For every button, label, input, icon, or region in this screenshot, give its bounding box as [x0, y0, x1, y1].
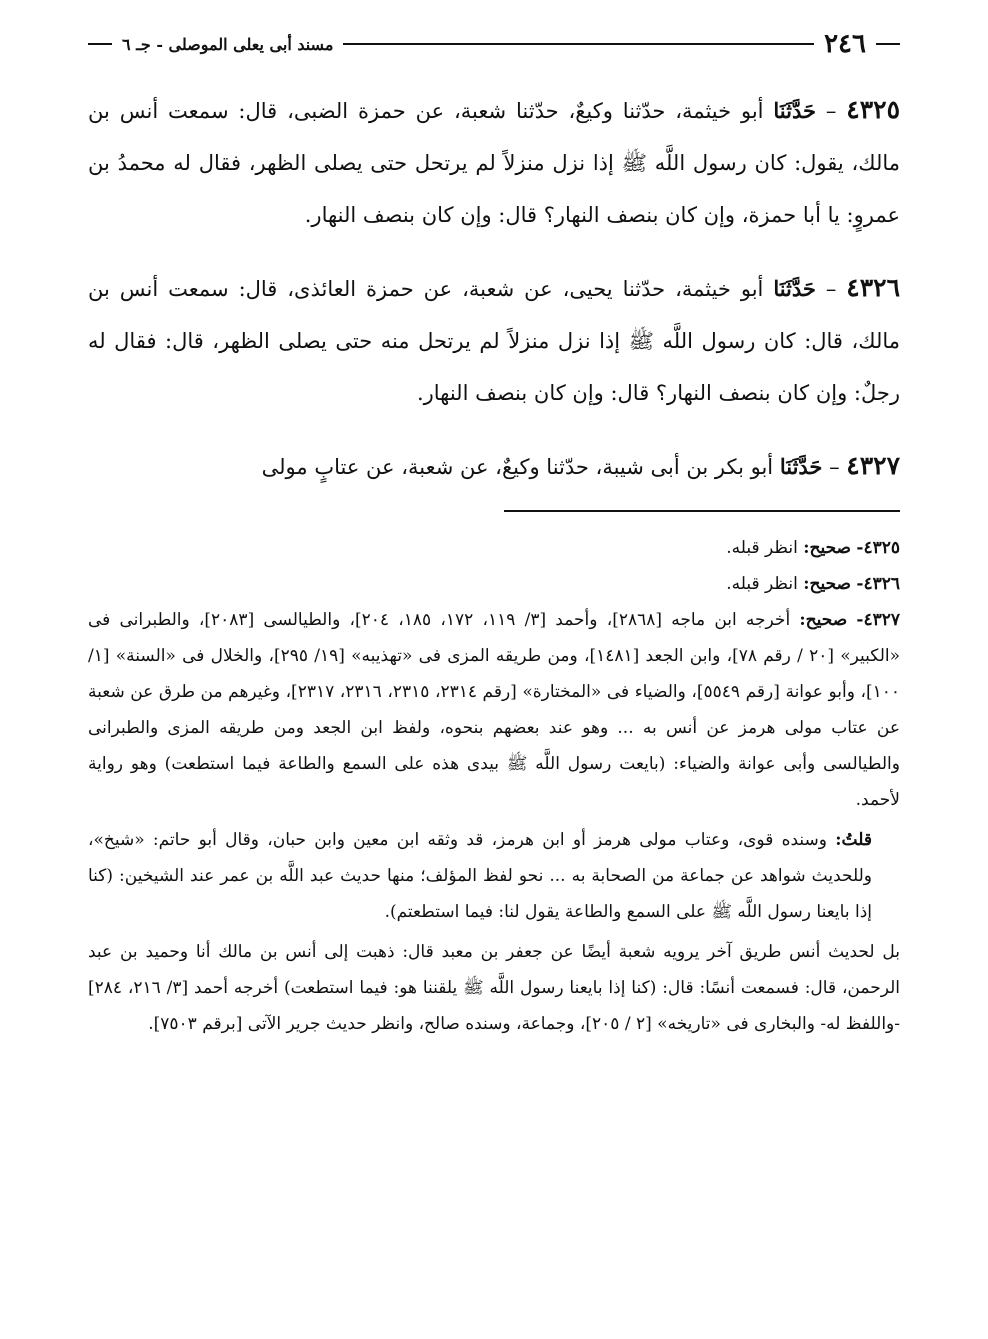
qult-text: وسنده قوى، وعتاب مولى هرمز أو ابن هرمز، قد وثقه ابن معين وابن حبان، وقال أبو حاتم: «شيخ»، وللحديث شواهد عن جماعة من الصحابة به ... نحو لفظ المؤلف؛ منها حديث عبد اللَّه بن عمر عند الشيخين: (كنا إذا بايعنا رسول اللَّه ﷺ على السمع والطاعة يقول لنا: فيما استطعتم). [88, 830, 872, 922]
footnote-4326 [88, 566, 900, 602]
footnote-text: انظر قبله. [726, 574, 798, 594]
footnote-grade: صحيح: [803, 574, 851, 594]
hadith-lead: حَدَّثَنَا [779, 454, 823, 479]
hadith-4325: ٤٣٢٥ – حَدَّثَنَا أبو خيثمة، حدّثنا وكيعٌ، حدّثنا شعبة، عن حمزة الضبى، قال: سمعت أنس بن مالك، يقول: كان رسول اللَّه ﷺ إذا نزل منزلاً لم يرتحل حتى يصلى الظهر، فقال له محمدُ بن عمروٍ: يا أبا حمزة، وإن كان بنصف النهار؟ قال: وإن كان بنصف النهار. [88, 95, 900, 227]
footnote-4325 [88, 530, 900, 566]
page [88, 22, 901, 1034]
footnote-divider [504, 510, 900, 512]
footnote-grade: صحيح: [799, 610, 848, 630]
footnote-number: ٤٣٢٧- [856, 610, 900, 630]
page-number: ٢٤٦ [824, 29, 866, 59]
qult-label: قلتُ: [835, 830, 872, 850]
footnote-4327 [88, 602, 900, 818]
hadith-4326: ٤٣٢٦ – حَدَّثَنَا أبو خيثمة، حدّثنا يحيى، عن شعبة، عن حمزة العائذى، قال: سمعت أنس بن مالك، قال: كان رسول اللَّه ﷺ إذا نزل منزلاً لم يرتحل منه حتى يصلى الظهر، قال: فقال له رجلٌ: وإن كان بنصف النهار؟ قال: وإن كان بنصف النهار. [88, 273, 900, 405]
footnote-final-paragraph: بل لحديث أنس طريق آخر يرويه شعبة أيضًا عن جعفر بن معبد قال: ذهبت إلى أنس بن مالك أنا وحميد بن عبد الرحمن، قال: فسمعت أنسًا: قال: (كنا إذا بايعنا رسول اللَّه ﷺ يلقننا هو: فيما استطعت) أخرجه أحمد [٣/ ٢١٦، ٢٨٤] -واللفظ له- والبخارى فى «تاريخه» [٢ / ٢٠٥]، وجماعة، وسنده صالح، وانظر حديث جرير الآتى [برقم ٧٥٠٣]. [88, 942, 900, 1034]
footnote-grade: صحيح: [803, 538, 851, 558]
hadith-text: أبو خيثمة، حدّثنا يحيى، عن شعبة، عن حمزة العائذى، قال: سمعت أنس بن مالك، قال: كان رسول اللَّه ﷺ إذا نزل منزلاً لم يرتحل منه حتى يصلى الظهر، قال: فقال له رجلٌ: وإن كان بنصف النهار؟ قال: وإن كان بنصف النهار. [88, 277, 900, 405]
header-dash [88, 43, 112, 45]
footnote-text: أخرجه ابن ماجه [٢٨٦٨]، وأحمد [٣/ ١١٩، ١٧٢، ١٨٥، ٢٠٤]، والطيالسى [٢٠٨٣]، والطبرانى فى «الكبير» [٢٠ / رقم ٧٨]، وابن الجعد [١٤٨١]، ومن طريقه المزى فى «تهذيبه» [١٩/ ٢٩٥]، والخلال فى «السنة» [١/ ١٠٠]، وأبو عوانة [رقم ٥٥٤٩]، والضياء فى «المختارة» [رقم ٢٣١٤، ٢٣١٥، ٢٣١٦، ٢٣١٧]، وغيرهم من طرق عن شعبة عن عتاب مولى هرمز عن أنس به ... وهو عند بعضهم بنحوه، ولفظ ابن الجعد ومن طريقه المزى والطبرانى والطيالسى وأبى عوانة والضياء: (بايعت رسول اللَّه ﷺ بيدى هذه على السمع والطاعة فيما استطعت) وهو رواية لأحمد. [88, 610, 901, 810]
footnote-number: ٤٣٢٦- [856, 574, 900, 594]
footnote-number: ٤٣٢٥- [856, 538, 900, 558]
running-header [88, 22, 900, 66]
footnote-text: انظر قبله. [726, 538, 798, 558]
hadith-number: ٤٣٢٦ [846, 273, 900, 302]
hadith-4327: ٤٣٢٧ – حَدَّثَنَا أبو بكر بن أبى شيبة، حدّثنا وكيعٌ، عن شعبة، عن عتابٍ مولى [261, 451, 900, 480]
book-title: مسند أبى يعلى الموصلى - جـ ٦ [122, 34, 334, 54]
footnotes [88, 530, 900, 1042]
header-dash [876, 43, 900, 45]
footnote-qult [88, 822, 900, 930]
hadith-lead: حَدَّثَنَا [773, 276, 816, 301]
hadith-number: ٤٣٢٧ [846, 451, 900, 480]
hadith-text: أبو خيثمة، حدّثنا وكيعٌ، حدّثنا شعبة، عن حمزة الضبى، قال: سمعت أنس بن مالك، يقول: كان رسول اللَّه ﷺ إذا نزل منزلاً لم يرتحل حتى يصلى الظهر، فقال له محمدُ بن عمروٍ: يا أبا حمزة، وإن كان بنصف النهار؟ قال: وإن كان بنصف النهار. [88, 99, 900, 227]
hadith-number: ٤٣٢٥ [846, 95, 900, 124]
hadith-text: أبو بكر بن أبى شيبة، حدّثنا وكيعٌ، عن شعبة، عن عتابٍ مولى [261, 455, 774, 479]
header-rule [343, 43, 814, 45]
hadith-lead: حَدَّثَنَا [773, 98, 816, 123]
